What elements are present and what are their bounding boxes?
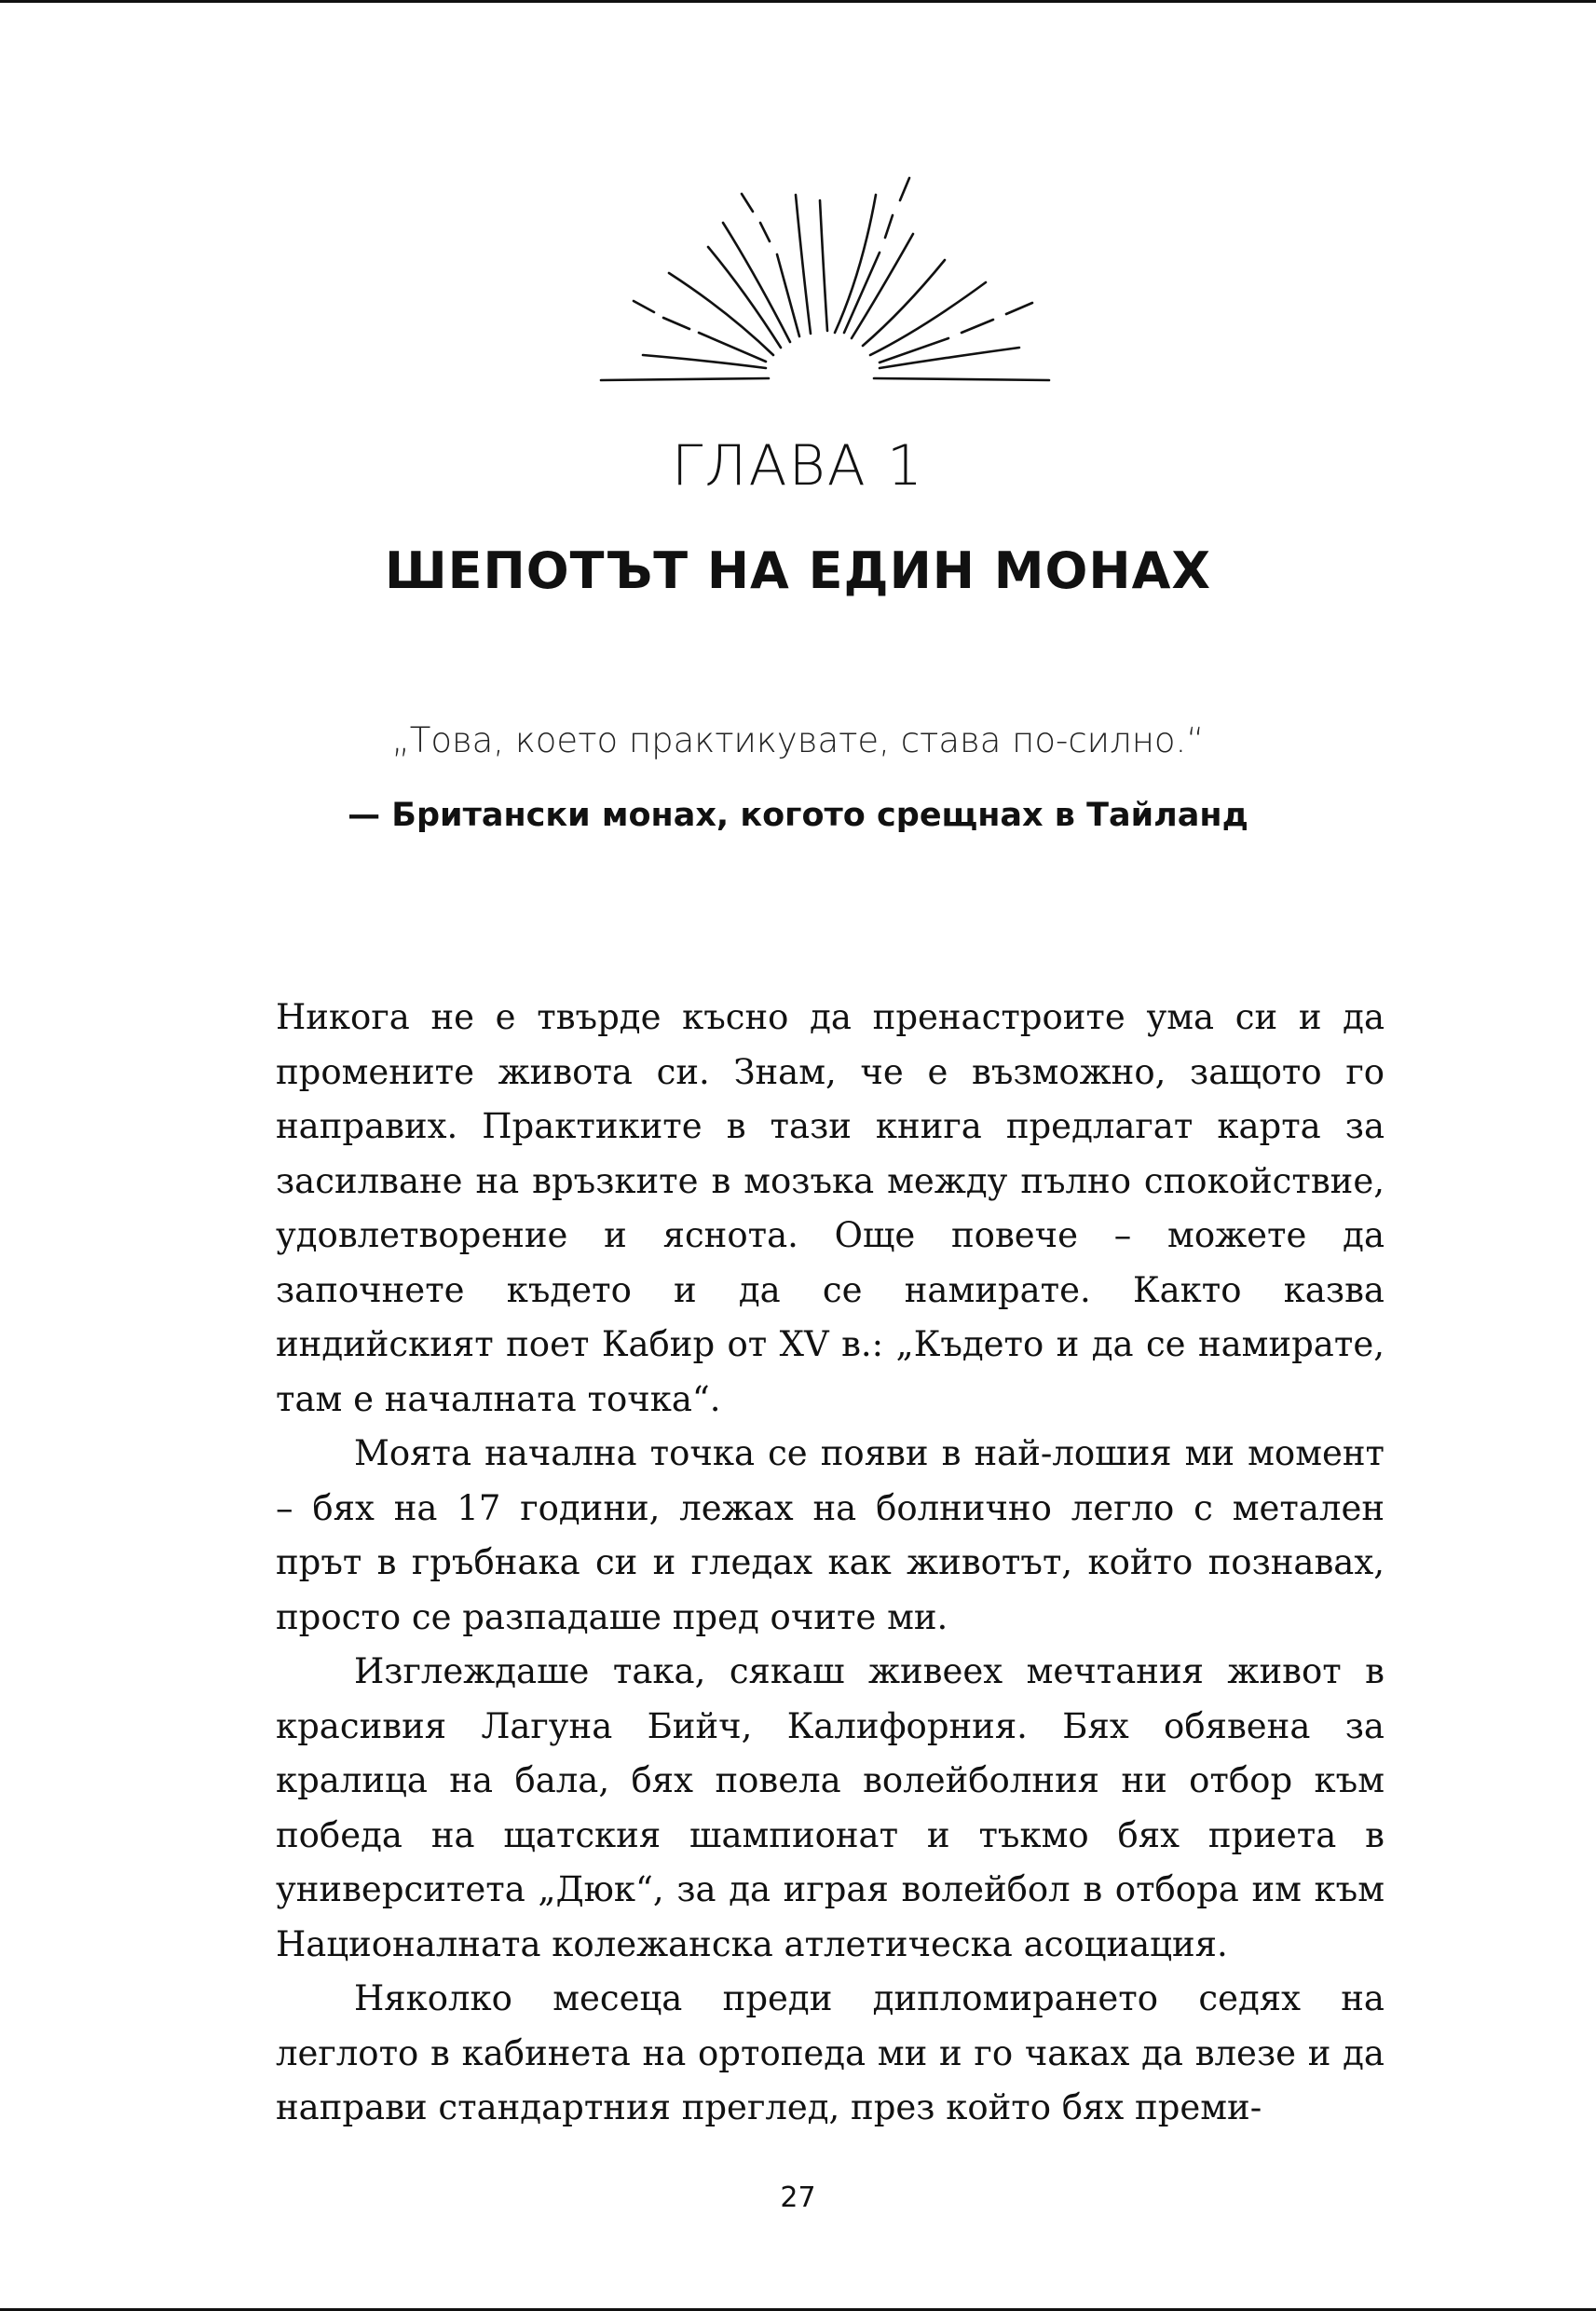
sunburst-ornament-icon xyxy=(596,171,1053,394)
paragraph: Моята начална точка се появи в най-лошия ми момент – бях на 17 години, лежах на болнично легло с метален прът в гръбнака си и гледах как животът, който познавах, просто се разпадаше пред очите ми. xyxy=(276,1433,1385,1637)
epigraph-attribution: — Британски монах, когото срещнах в Тайланд xyxy=(348,797,1248,834)
chapter-number: ГЛАВА 1 xyxy=(671,433,925,499)
page-number: 27 xyxy=(780,2181,816,2214)
epigraph-quote: „Това, което практикувате, става по-силно.“ xyxy=(391,720,1205,760)
paragraph: Няколко месеца преди дипломирането седях на леглото в кабинета на ортопеда ми и го чаках да влезе и да направи стандартния преглед, през който бях преми- xyxy=(276,1978,1385,2127)
paragraph: Изглеждаше така, сякаш живеех мечтания живот в красивия Лагуна Бийч, Калифорния. Бях обявена за кралица на бала, бях повела волейболния ни отбор към победа на щатския шампионат и тъкмо бях приета в университета „Дюк“, за да играя волейбол в отбора им към Националната колежанска атлетическа асоциация. xyxy=(276,1651,1385,1964)
paragraph: Никога не е твърде късно да пренастроите ума си и да промените живота си. Знам, че е възможно, защото го направих. Практиките в тази книга предлагат карта за засилване на връзките в мозъка между пълно спокойствие, удовлетворение и яснота. Още повече – можете да започнете където и да се намирате. Както казва индийският поет Кабир от XV в.: „Където и да се намирате, там е началната точка“. xyxy=(276,997,1385,1419)
body-text xyxy=(276,991,1385,2136)
chapter-title: ШЕПОТЪТ НА ЕДИН МОНАХ xyxy=(384,541,1212,600)
